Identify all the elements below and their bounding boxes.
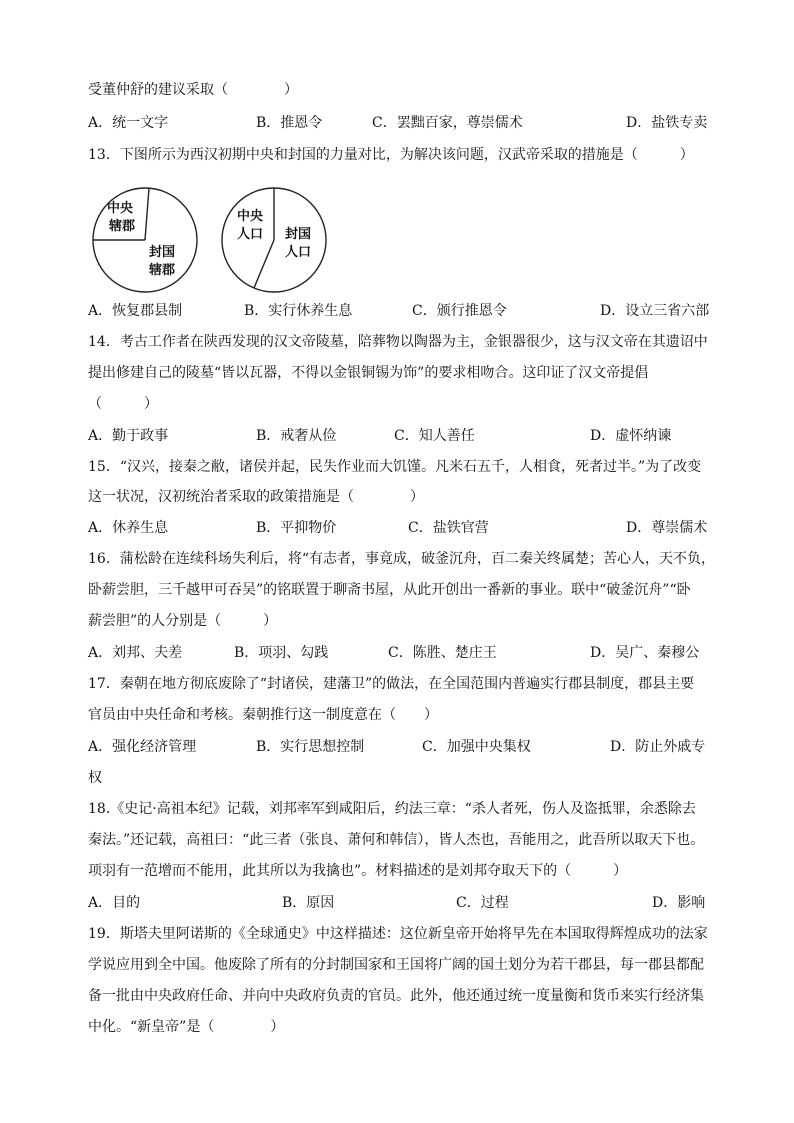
q12-option-a[interactable]: A．统一文字	[88, 115, 169, 131]
pie-chart-jurisdiction	[93, 188, 197, 292]
q18-line-1: 18.《史记·高祖本纪》记载，刘邦率军到咸阳后，约法三章：“杀人者死，伤人及盗抵罪，余悉除去	[88, 801, 696, 817]
pie-chart-population	[222, 188, 326, 292]
q13-pie-figure	[92, 182, 342, 298]
q13-option-b[interactable]: B．实行休养生息	[244, 303, 353, 319]
q18-option-a[interactable]: A．目的	[88, 895, 141, 911]
pie1-large-label-2: 辖郡	[148, 263, 176, 278]
q17-option-d-wrap: 权	[88, 770, 102, 786]
q13-option-c[interactable]: C．颁行推恩令	[412, 303, 507, 319]
q16-option-a[interactable]: A．刘邦、夫差	[88, 645, 183, 661]
q18-option-c[interactable]: C．过程	[456, 895, 509, 911]
pie2-large-label-2: 人口	[284, 245, 312, 260]
pie2-small-label-2: 人口	[236, 227, 264, 242]
q17-option-a[interactable]: A．强化经济管理	[88, 739, 197, 755]
pie2-small-label-1: 中央	[236, 209, 264, 224]
q18-option-d[interactable]: D．影响	[652, 895, 706, 911]
q19-line-2: 学说应用到全中国。他废除了所有的分封制国家和王国将广阔的国土划分为若干郡县，每一郡县都配	[88, 957, 704, 973]
q13-option-a[interactable]: A．恢复郡县制	[88, 303, 183, 319]
q19-line-1: 19．斯塔夫里阿诺斯的《全球通史》中这样描述：这位新皇帝开始将早先在本国取得辉煌成功的法家	[88, 926, 708, 942]
q14-line-3: （ ）	[88, 396, 158, 412]
q19-line-3: 备一批由中央政府任命、并向中央政府负责的官员。此外，他还通过统一度量衡和货币来实行经济集	[88, 988, 704, 1004]
q14-option-c[interactable]: C．知人善任	[394, 428, 475, 444]
q12-option-b[interactable]: B．推恩令	[256, 115, 323, 131]
q13-option-d[interactable]: D．设立三省六部	[600, 303, 710, 319]
q16-option-b[interactable]: B．项羽、勾践	[234, 645, 329, 661]
q18-line-2: 秦法。”还记载，高祖曰：“此三者（张良、萧何和韩信），皆人杰也，吾能用之，此吾所以取天下也。	[88, 832, 705, 848]
q14-line-1: 14．考古工作者在陕西发现的汉文帝陵墓，陪葬物以陶器为主，金银器很少，这与汉文帝在其遗诏中	[88, 334, 708, 350]
q18-line-3: 项羽有一范增而不能用，此其所以为我擒也”。材料描述的是刘邦夺取天下的（ ）	[88, 863, 628, 879]
q16-line-2: 卧薪尝胆，三千越甲可吞吴”的铭联置于聊斋书屋，从此开创出一番新的事业。联中“破釜沉舟”“卧	[88, 582, 691, 598]
q16-line-1: 16．蒲松龄在连续科场失利后，将“有志者，事竟成，破釜沉舟，百二秦关终属楚；苦心人，天不负，	[88, 551, 715, 567]
q15-option-c[interactable]: C．盐铁官营	[408, 520, 489, 536]
pie1-small-label-2: 辖郡	[108, 219, 136, 234]
q12-stem: 受董仲舒的建议采取（ ）	[88, 82, 298, 98]
q14-option-b[interactable]: B．戒奢从俭	[256, 428, 337, 444]
q14-option-a[interactable]: A．勤于政事	[88, 428, 169, 444]
q12-option-c[interactable]: C．罢黜百家，尊崇儒术	[372, 115, 523, 131]
q13-stem: 13．下图所示为西汉初期中央和封国的力量对比，为解决该问题，汉武帝采取的措施是（ ）	[88, 147, 694, 163]
q15-option-b[interactable]: B．平抑物价	[256, 520, 337, 536]
q17-line-2: 官员由中央任命和考核。秦朝推行这一制度意在（ ）	[88, 707, 438, 723]
q16-option-c[interactable]: C．陈胜、楚庄王	[388, 645, 497, 661]
q14-option-d[interactable]: D．虚怀纳谏	[590, 428, 672, 444]
q12-option-d[interactable]: D．盐铁专卖	[626, 115, 708, 131]
q19-line-4: 中化。“新皇帝”是（ ）	[88, 1019, 285, 1035]
q14-line-2: 提出修建自己的陵墓“皆以瓦器，不得以金银铜锡为饰”的要求相吻合。这印证了汉文帝提倡	[88, 365, 649, 381]
q15-option-d[interactable]: D．尊崇儒术	[626, 520, 708, 536]
q17-option-c[interactable]: C．加强中央集权	[422, 739, 531, 755]
q16-option-d[interactable]: D．吴广、秦穆公	[590, 645, 700, 661]
q15-option-a[interactable]: A．休养生息	[88, 520, 169, 536]
pie1-large-label-1: 封国	[148, 245, 176, 260]
q18-option-b[interactable]: B．原因	[282, 895, 335, 911]
q17-line-1: 17．秦朝在地方彻底废除了“封诸侯，建藩卫”的做法，在全国范围内普遍实行郡县制度，郡县主要	[88, 676, 695, 692]
q15-line-1: 15．“汉兴，接秦之敝，诸侯并起，民失作业而大饥馑。凡米石五千，人相食，死者过半。”为了改变	[88, 459, 702, 475]
q17-option-d[interactable]: D．防止外戚专	[610, 739, 706, 755]
pie1-small-label-1: 中央	[106, 201, 134, 216]
q16-line-3: 薪尝胆”的人分别是（ ）	[88, 613, 278, 629]
q17-option-b[interactable]: B．实行思想控制	[256, 739, 365, 755]
pie2-large-label-1: 封国	[284, 227, 312, 242]
q15-line-2: 这一状况，汉初统治者采取的政策措施是（ ）	[88, 489, 424, 505]
